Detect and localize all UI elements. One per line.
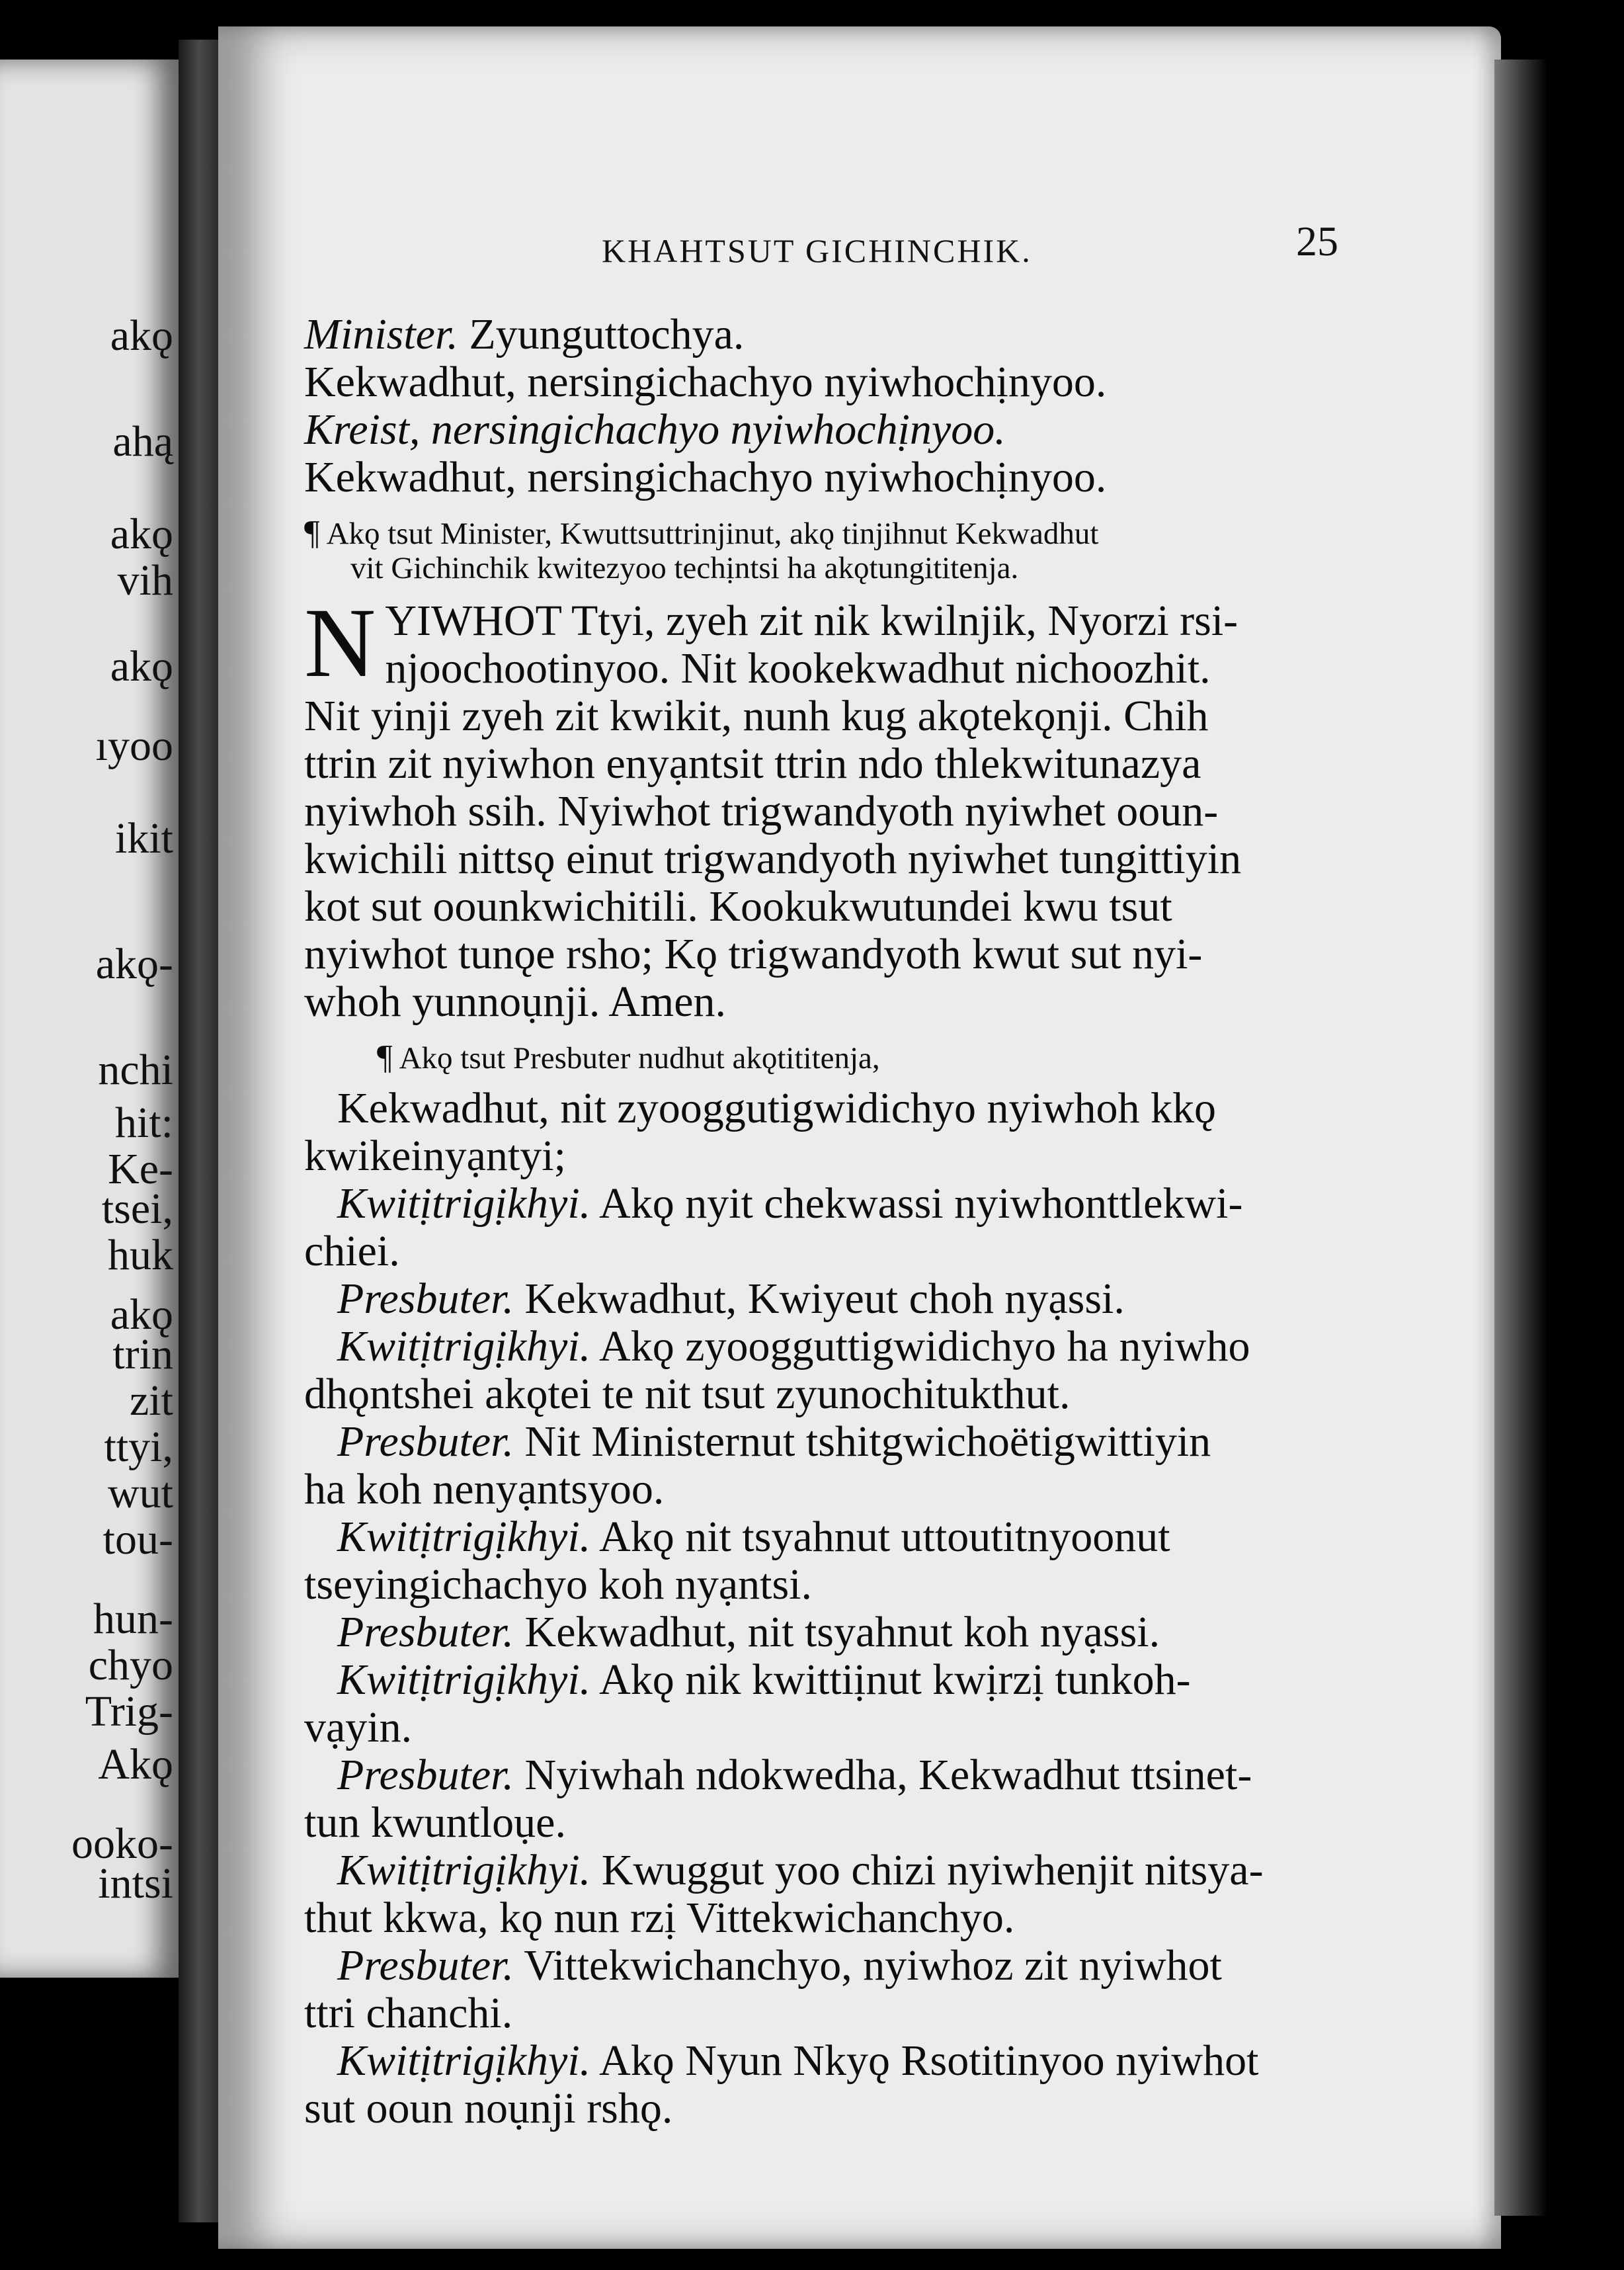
versicle-text: Zyunguttochya. — [469, 310, 745, 358]
speaker-label: Kwitịtrigịkhyi. — [337, 1846, 591, 1894]
speaker-label: Presbuter. — [337, 1417, 514, 1466]
facing-page-fragment: nchi — [98, 1046, 173, 1094]
book-page — [218, 26, 1501, 2249]
suffrage-text: Akǫ nik kwittiịnut kwịrzị tunkoh- — [599, 1656, 1191, 1704]
prayer-line: Nit yinji zyeh zit kwikit, nunh kug akǫtekǫnji. Chih — [304, 692, 1209, 740]
suffrage-continuation: ha koh nenyạntsyoo. — [304, 1465, 665, 1513]
prayer-line: kwichili nittsǫ einut trigwandyoth nyiwhet tungittiyin — [304, 835, 1242, 883]
prayer-line: kot sut oounkwichitili. Kookukwutundei kwu tsut — [304, 882, 1172, 931]
facing-page-fragment: trin — [112, 1330, 173, 1378]
suffrage-continuation: thut kkwa, kǫ nun rzị Vittekwichanchyo. — [304, 1894, 1015, 1942]
facing-page-fragment: ahą — [112, 417, 173, 466]
versicle-line: Kekwadhut, nersingichachyo nyiwhochịnyoo. — [304, 358, 1107, 406]
facing-page-fragment: akǫ — [110, 510, 173, 558]
suffrage-line — [304, 1275, 1428, 1323]
speaker-label: Kwitịtrigịkhyi. — [337, 1322, 591, 1370]
page-edge — [1494, 60, 1547, 2216]
versicle-line: Kekwadhut, nersingichachyo nyiwhochịnyoo. — [304, 453, 1107, 501]
suffrage-text: Akǫ Nyun Nkyǫ Rsotitinyoo nyiwhot — [599, 2037, 1259, 2085]
facing-page-fragment: hit: — [114, 1099, 173, 1147]
suffrage-line — [304, 1847, 1428, 1894]
rubric-text: Akǫ tsut Presbuter nudhut akǫtititenja, — [399, 1041, 880, 1075]
suffrage-text: Kekwadhut, Kwiyeut choh nyạssi. — [524, 1275, 1125, 1323]
speaker-label: Kwitịtrigịkhyi. — [337, 1179, 591, 1228]
speaker-label: Minister. — [304, 310, 458, 358]
speaker-label: Presbuter. — [337, 1275, 514, 1323]
facing-page-fragment: akǫ — [110, 312, 173, 360]
suffrage-line — [304, 1751, 1428, 1799]
suffrage-text: Nyiwhah ndokwedha, Kekwadhut ttsinet- — [524, 1751, 1252, 1799]
suffrage-text: Akǫ zyoogguttigwidichyo ha nyiwho — [599, 1322, 1250, 1370]
page-header — [218, 218, 1501, 284]
facing-page-fragment: tsei, — [101, 1185, 173, 1233]
suffrage-text: Akǫ nyit chekwassi nyiwhonttlekwi- — [599, 1179, 1243, 1228]
facing-page-fragment: wut — [108, 1469, 173, 1517]
suffrage-continuation: ttri chanchi. — [304, 1989, 513, 2037]
suffrage-continuation: dhǫntshei akǫtei te nit tsut zyunochitukthut. — [304, 1370, 1071, 1418]
suffrage-text: Vittekwichanchyo, nyiwhoz zit nyiwhot — [524, 1941, 1222, 1990]
suffrage-line — [304, 1323, 1428, 1370]
facing-page-fragment: vih — [117, 556, 173, 605]
suffrage-continuation: tseyingichachyo koh nyạntsi. — [304, 1560, 813, 1609]
facing-page-fragment: ikit — [114, 814, 173, 862]
running-title: KHAHTSUT GICHINCHIK. — [602, 232, 1032, 269]
facing-page-fragment: akǫ — [110, 642, 173, 691]
facing-page-fragment: hun- — [93, 1595, 173, 1643]
speaker-label: Presbuter. — [337, 1608, 514, 1656]
versicle-line: Kreist, nersingichachyo nyiwhochịnyoo. — [304, 405, 1006, 454]
facing-page-fragment: Akǫ — [98, 1740, 173, 1788]
rubric — [304, 516, 1428, 585]
suffrage-text: Akǫ nit tsyahnut uttoutitnyoonut — [599, 1513, 1170, 1561]
facing-page-fragment: ttyi, — [104, 1423, 173, 1471]
suffrage-line — [304, 1513, 1428, 1561]
pilcrow-mark: ¶ — [304, 514, 320, 552]
rubric-text: Akǫ tsut Minister, Kwuttsuttrinjinut, akǫ tinjihnut Kekwadhut — [326, 517, 1099, 551]
speaker-label: Kwitịtrigịkhyi. — [337, 1656, 591, 1704]
suffrage-continuation: tun kwuntloụe. — [304, 1798, 566, 1847]
suffrage-text: Kekwadhut, nit tsyahnut koh nyạssi. — [524, 1608, 1160, 1656]
prayer-line: nyiwhoh ssih. Nyiwhot trigwandyoth nyiwhet ooun- — [304, 787, 1219, 835]
page-number: 25 — [1296, 218, 1338, 265]
speaker-label: Kwitịtrigịkhyi. — [337, 1513, 591, 1561]
prayer-line: njoochootinyoo. Nit kookekwadhut nichoozhit. — [385, 644, 1211, 693]
versicle-line — [304, 311, 1428, 358]
suffrage-line — [304, 1656, 1428, 1704]
speaker-label: Presbuter. — [337, 1751, 514, 1799]
suffrage-continuation: sut ooun noụnji rshǫ. — [304, 2084, 673, 2132]
facing-page-fragment: akǫ — [110, 1290, 173, 1339]
suffrage-continuation: vạyin. — [304, 1703, 413, 1751]
suffrage-continuation: kwikeinyạntyi; — [304, 1132, 566, 1180]
facing-page-fragment: akǫ- — [95, 940, 173, 988]
rubric — [304, 1040, 1428, 1075]
suffrage-line — [304, 2037, 1428, 2085]
suffrage-line — [304, 1609, 1428, 1656]
facing-page-fragment: Trig- — [85, 1687, 173, 1736]
suffrage-line — [304, 1085, 1428, 1132]
drop-cap: N — [304, 588, 376, 698]
facing-page-left — [0, 60, 179, 1978]
facing-page-fragment: Ke- — [108, 1145, 173, 1193]
suffrage-line — [304, 1418, 1428, 1466]
rubric-text: vit Gichinchik kwitezyoo techịntsi ha akǫtungititenja. — [350, 551, 1019, 585]
suffrage-line — [304, 1180, 1428, 1228]
suffrage-continuation: chiei. — [304, 1227, 400, 1275]
facing-page-fragment: chyo — [88, 1641, 173, 1689]
pilcrow-mark: ¶ — [377, 1038, 393, 1076]
facing-page-fragment: ooko- — [71, 1820, 173, 1868]
suffrage-line — [304, 1942, 1428, 1990]
prayer-line: ttrin zit nyiwhon enyạntsit ttrin ndo thlekwitunazya — [304, 739, 1201, 788]
prayer-line: whoh yunnoụnji. Amen. — [304, 978, 726, 1026]
facing-page-fragment: huk — [108, 1231, 173, 1279]
facing-page-fragment: zit — [130, 1376, 173, 1425]
page-body — [304, 311, 1428, 2132]
facing-page-fragment: ıyoo — [95, 722, 173, 770]
facing-page-fragment: intsi — [98, 1859, 173, 1908]
speaker-label: Presbuter. — [337, 1941, 514, 1990]
prayer-line: nyiwhot tunǫe rsho; Kǫ trigwandyoth kwut sut nyi- — [304, 930, 1203, 978]
prayer-paragraph — [304, 588, 1428, 1026]
suffrage-text: Kekwadhut, nit zyooggutigwidichyo nyiwhoh kkǫ — [337, 1084, 1217, 1132]
prayer-line: YIWHOT Ttyi, zyeh zit nik kwilnjik, Nyorzi rsi- — [385, 597, 1238, 645]
suffrages-list — [304, 1085, 1428, 2132]
suffrage-text: Nit Ministernut tshitgwichoëtigwittiyin — [524, 1417, 1211, 1466]
facing-page-fragment: tou- — [102, 1515, 173, 1564]
suffrage-text: Kwuggut yoo chizi nyiwhenjit nitsya- — [601, 1846, 1264, 1894]
speaker-label: Kwitịtrigịkhyi. — [337, 2037, 591, 2085]
